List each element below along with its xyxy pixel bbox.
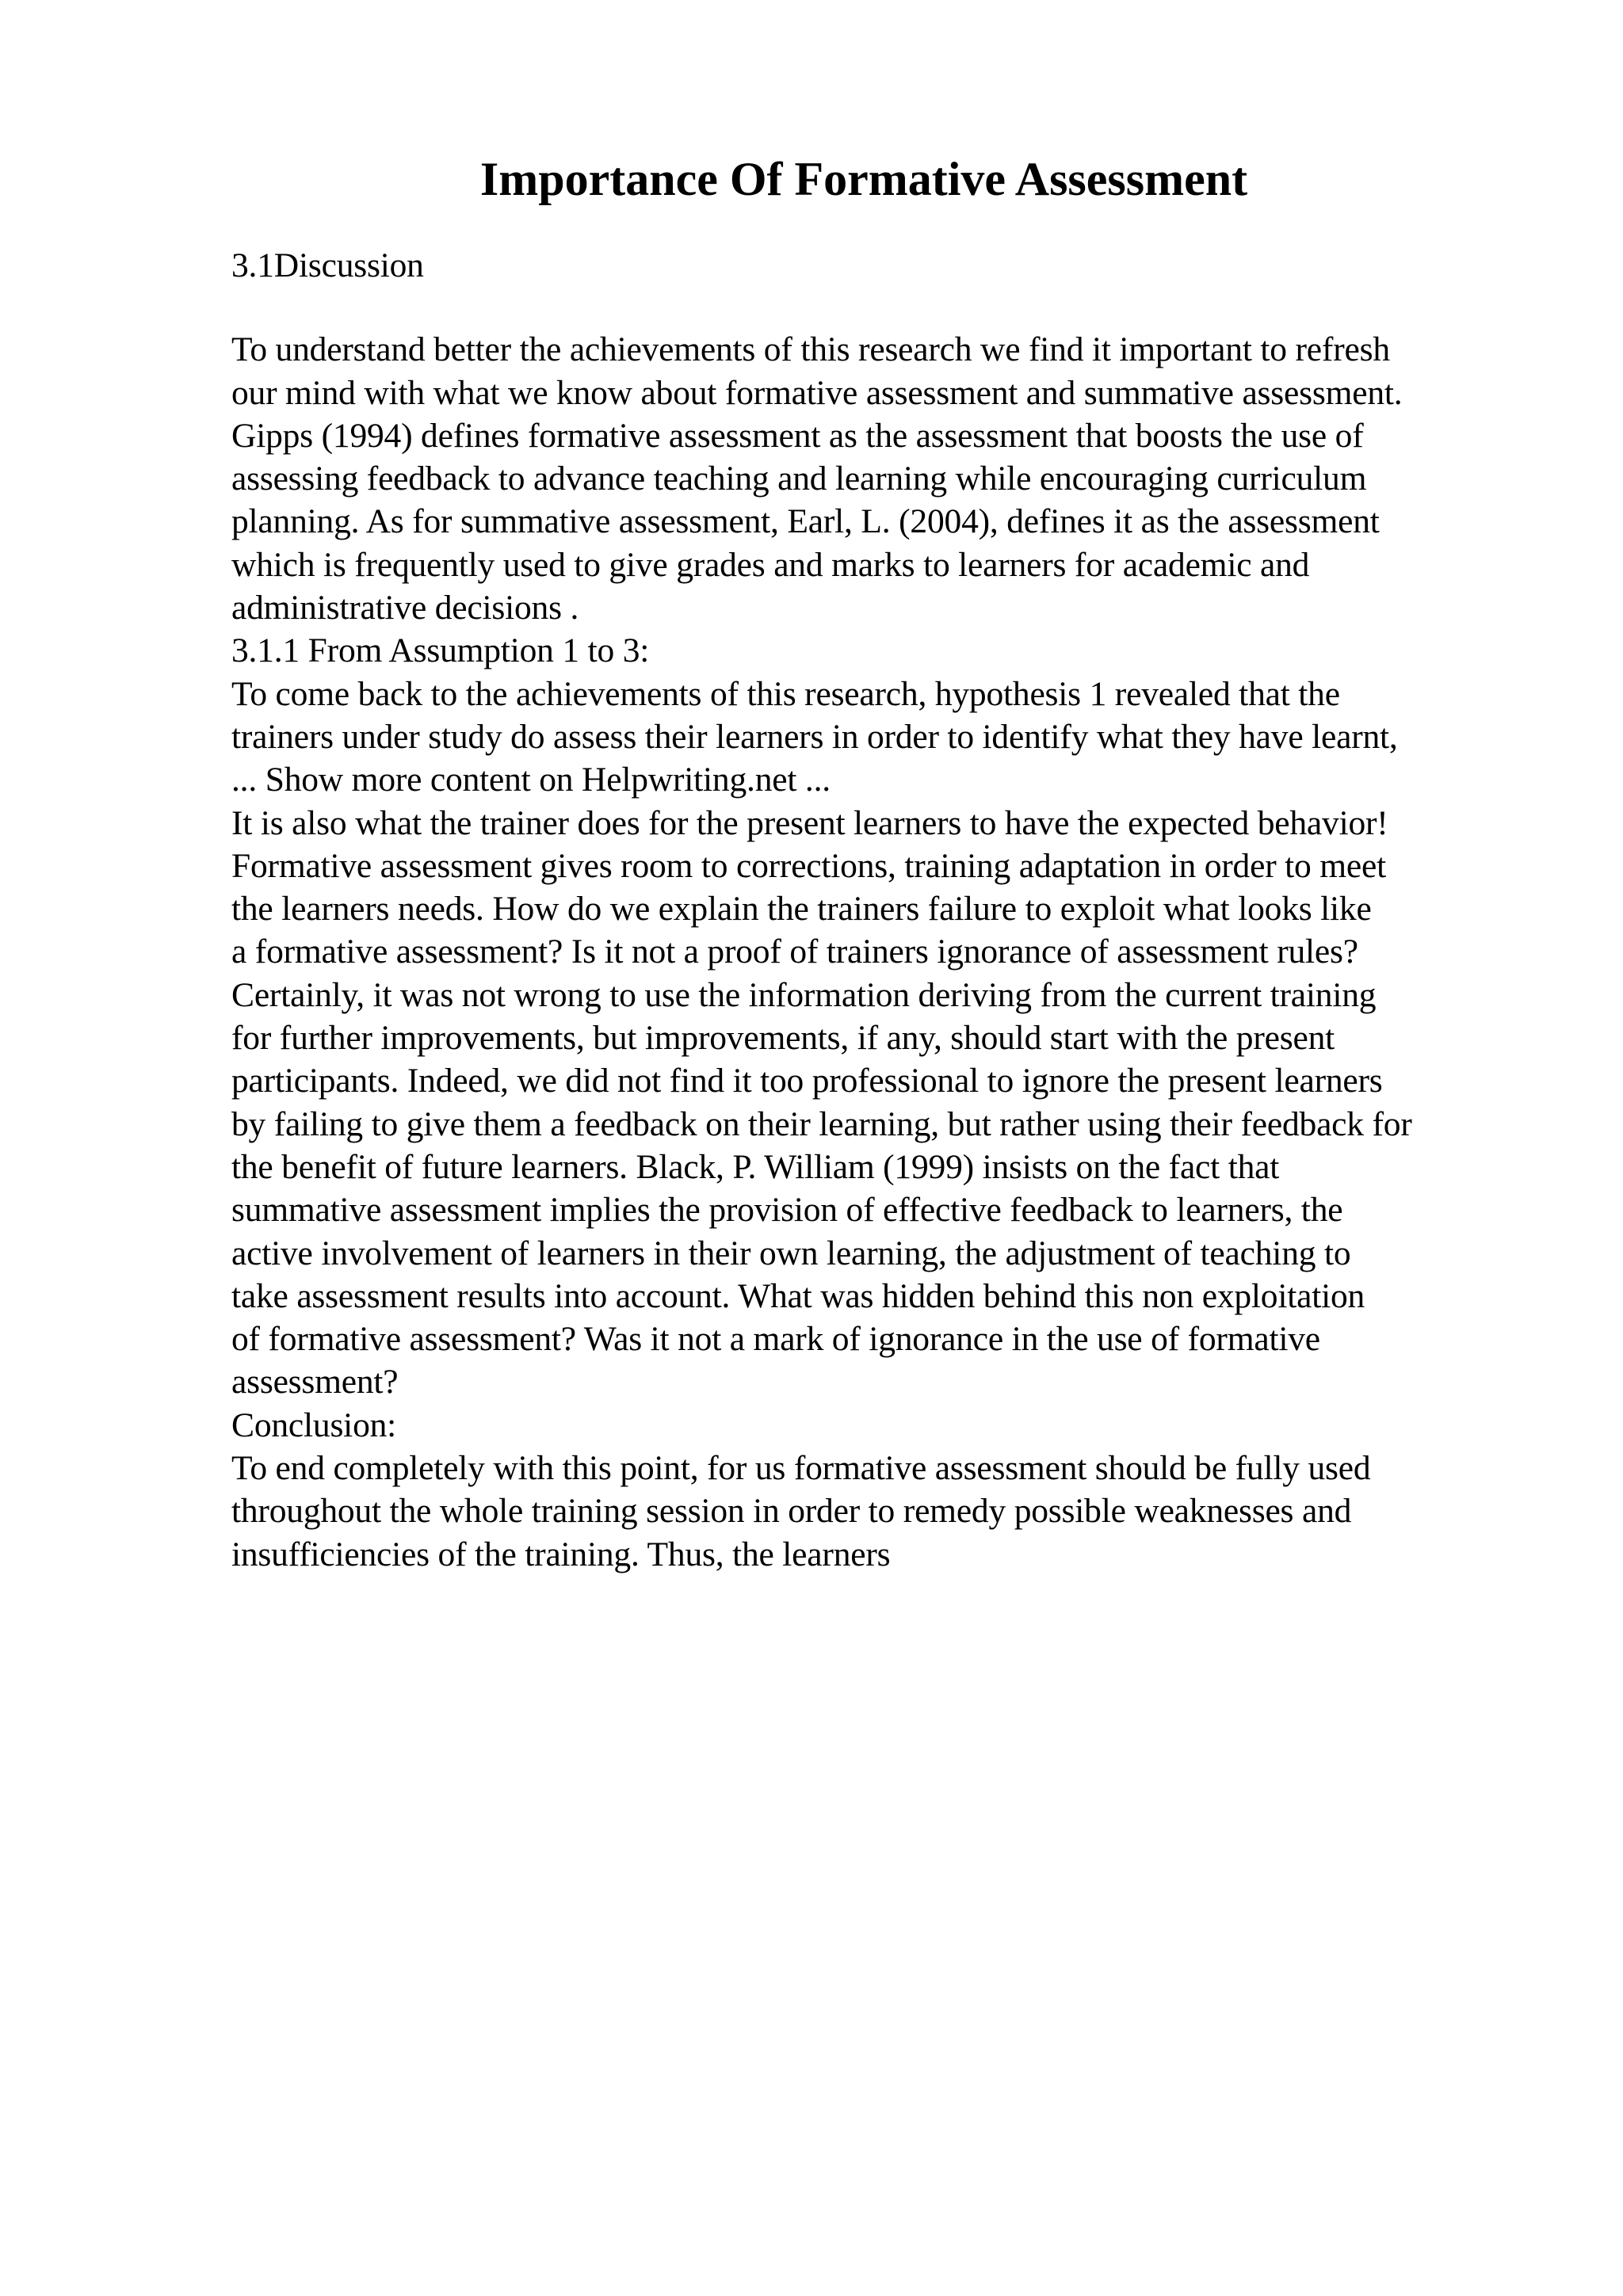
text-line: assessment? [231, 1363, 399, 1402]
text-line: To end completely with this point, for us formative assessment should be fully used [231, 1449, 1371, 1488]
body-text [231, 328, 1579, 1576]
section-heading: 3.1Discussion [231, 246, 424, 284]
text-line: take assessment results into account. What was hidden behind this non exploitation [231, 1276, 1365, 1315]
text-line: administrative decisions . [231, 589, 579, 627]
text-line: the learners needs. How do we explain the trainers failure to exploit what looks like [231, 890, 1372, 929]
text-line: Certainly, it was not wrong to use the information deriving from the current training [231, 975, 1377, 1014]
text-line: of formative assessment? Was it not a mark of ignorance in the use of formative [231, 1320, 1320, 1359]
text-line: the benefit of future learners. Black, P. William (1999) insists on the fact that [231, 1147, 1280, 1186]
text-line: active involvement of learners in their own learning, the adjustment of teaching to [231, 1234, 1351, 1272]
text-line: throughout the whole training session in order to remedy possible weaknesses and [231, 1492, 1352, 1531]
text-line: by failing to give them a feedback on their learning, but rather using their feedback for [231, 1104, 1412, 1143]
text-line: insufficiencies of the training. Thus, the learners [231, 1535, 891, 1573]
text-line: summative assessment implies the provision of effective feedback to learners, the [231, 1191, 1343, 1230]
text-line: for further improvements, but improvements, if any, should start with the present [231, 1019, 1335, 1058]
paragraph-gap [231, 287, 1579, 328]
text-line: a formative assessment? Is it not a proof of trainers ignorance of assessment rules? [231, 933, 1358, 971]
conclusion-heading: Conclusion: [231, 1405, 397, 1444]
document-body [231, 244, 1579, 1576]
text-line: It is also what the trainer does for the present learners to have the expected behavior! [231, 803, 1388, 842]
text-line: participants. Indeed, we did not find it too professional to ignore the present learners [231, 1062, 1383, 1100]
subsection-heading: 3.1.1 From Assumption 1 to 3: [231, 631, 650, 670]
text-line: planning. As for summative assessment, Earl, L. (2004), defines it as the assessment [231, 502, 1380, 541]
text-line: Formative assessment gives room to corrections, training adaptation in order to meet [231, 846, 1386, 885]
show-more-link[interactable]: ... Show more content on Helpwriting.net ... [231, 761, 831, 799]
page-title: Importance Of Formative Assessment [479, 153, 1248, 205]
text-line: To understand better the achievements of this research we find it important to refresh [231, 330, 1390, 369]
text-line: To come back to the achievements of this research, hypothesis 1 revealed that the [231, 674, 1340, 713]
text-line: which is frequently used to give grades and marks to learners for academic and [231, 545, 1310, 584]
text-line: Gipps (1994) defines formative assessment as the assessment that boosts the use of [231, 416, 1364, 455]
text-line: trainers under study do assess their learners in order to identify what they have learnt, [231, 717, 1398, 756]
text-line: our mind with what we know about formative assessment and summative assessment. [231, 373, 1403, 412]
text-line: assessing feedback to advance teaching and learning while encouraging curriculum [231, 460, 1367, 498]
